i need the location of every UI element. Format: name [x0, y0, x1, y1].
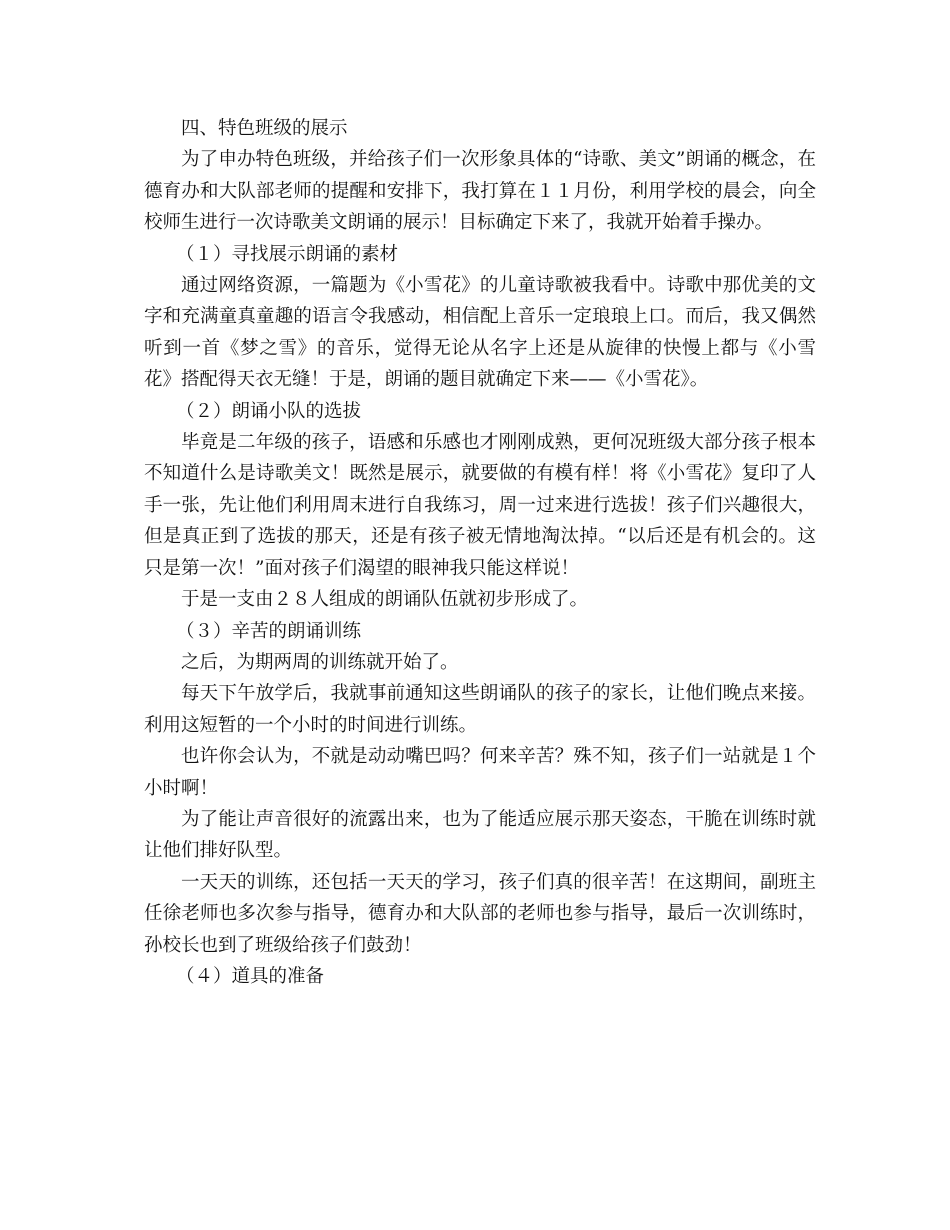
paragraph: 通过网络资源，一篇题为《小雪花》的儿童诗歌被我看中。诗歌中那优美的文字和充满童真童趣的语言令我感动，相信配上音乐一定琅琅上口。而后，我又偶然听到一首《梦之雪》的音乐，觉得无论从名字上还是从旋律的快慢上都与《小雪花》搭配得天衣无缝！于是，朗诵的题目就确定下来——《小雪花》。 [144, 275, 816, 391]
section-heading: 四、特色班级的展示 [181, 118, 348, 139]
subheading: （２）朗诵小队的选拔 [176, 400, 362, 422]
paragraph: 一天天的训练，还包括一天天的学习，孩子们真的很辛苦！在这期间，副班主任徐老师也多次参与指导，德育办和大队部的老师也参与指导，最后一次训练时，孙校长也到了班级给孩子们鼓劲！ [144, 871, 816, 956]
subheading: （３）辛苦的朗诵训练 [176, 620, 362, 642]
subheading: （４）道具的准备 [176, 965, 325, 987]
paragraph: 于是一支由２８人组成的朗诵队伍就初步形成了。 [181, 589, 589, 611]
document-body [144, 113, 816, 992]
paragraph: 之后，为期两周的训练就开始了。 [181, 651, 459, 673]
paragraph: 毕竟是二年级的孩子，语感和乐感也才刚刚成熟，更何况班级大部分孩子根本不知道什么是诗歌美文！既然是展示，就要做的有模有样！将《小雪花》复印了人手一张，先让他们利用周末进行自我练习，周一过来进行选拔！孩子们兴趣很大，但是真正到了选拔的那天，还是有孩子被无情地淘汰掉。“以后还是有机会的。这只是第一次！”面对孩子们渴望的眼神我只能这样说！ [144, 432, 816, 579]
paragraph: 为了能让声音很好的流露出来，也为了能适应展示那天姿态，干脆在训练时就让他们排好队型。 [144, 808, 816, 862]
subheading: （１）寻找展示朗诵的素材 [176, 243, 399, 265]
paragraph: 为了申办特色班级，并给孩子们一次形象具体的“诗歌、美文”朗诵的概念，在德育办和大队部老师的提醒和安排下，我打算在１１月份，利用学校的晨会，向全校师生进行一次诗歌美文朗诵的展示！目标确定下来了，我就开始着手操办。 [144, 149, 816, 234]
paragraph: 每天下午放学后，我就事前通知这些朗诵队的孩子的家长，让他们晚点来接。利用这短暂的一个小时的时间进行训练。 [144, 683, 816, 736]
paragraph: 也许你会认为，不就是动动嘴巴吗？何来辛苦？殊不知，孩子们一站就是１个小时啊！ [144, 746, 816, 799]
